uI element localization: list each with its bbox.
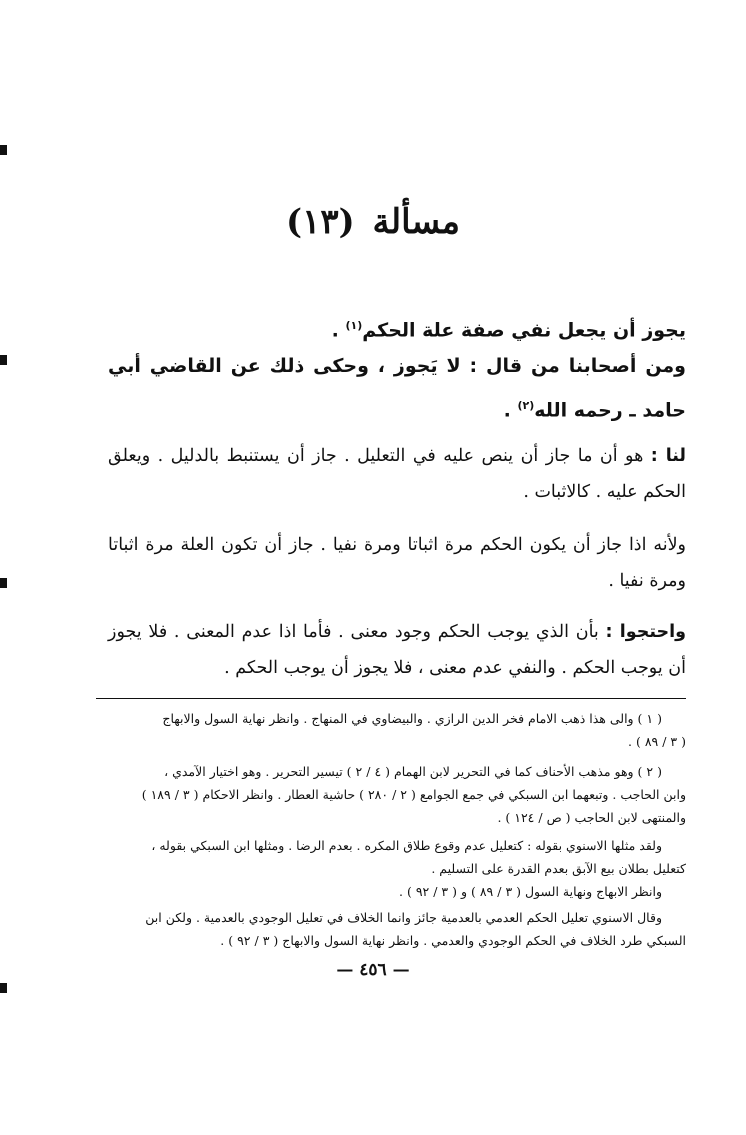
paragraph-end: . [331,319,339,342]
paragraph-text: ومن أصحابنا من قال : لا يَجوز ، وحكى ذلك عن القاضي أبي حامد ـ رحمه الله [108,355,686,422]
footnote-line: وقال الاسنوي تعليل الحكم العدمي بالعدمية جائز وانما الخلاف في تعليل الوجودي بالعدمية . ولكن ابن [145,910,662,925]
paragraph-objection [108,614,686,686]
footnote-2 [96,760,686,829]
footnote-line: ولقد مثلها الاسنوي بقوله : كتعليل عدم وقوع طلاق المكره . بعدم الرضا . ومثلها ابن السبكي بقوله ، [151,838,662,853]
edge-mark [0,983,7,993]
paragraph-text: بأن الذي يوجب الحكم وجود معنى . فأما اذا عدم المعنى . فلا يجوز أن يوجب الحكم . والنفي عدم معنى ، فلا يجوز أن يوجب الحكم . [108,622,686,678]
footnote-line: وابن الحاجب . وتبعهما ابن السبكي في جمع الجوامع ( ٢ / ٢٨٠ ) حاشية العطار . وانظر الاحكام ( ٣ / ١٨٩ ) [141,787,686,802]
edge-mark [0,355,7,365]
paragraph-text: يجوز أن يجعل نفي صفة علة الحكم [362,319,686,342]
paragraph-argument-2 [108,527,686,599]
footnote-ref: (١) [345,319,363,332]
footnote-line: السبكي طرد الخلاف في الحكم الوجودي والعدمي . وانظر نهاية السول والابهاج ( ٣ / ٩٢ ) . [220,933,686,948]
edge-mark [0,145,7,155]
footnote-divider [96,698,686,699]
footnote-2-note [96,906,686,952]
footnote-line: كتعليل بطلان بيع الآبق بعدم القدرة على التسليم . [431,861,686,876]
footnote-1 [96,707,686,753]
footnote-line: ( ١ ) والى هذا ذهب الامام فخر الدين الرازي . والبيضاوي في المنهاج . وانظر نهاية السول والابهاج [162,711,662,726]
footnote-line: وانظر الابهاج ونهاية السول ( ٣ / ٨٩ ) و ( ٣ / ٩٢ ) . [399,884,662,899]
footnote-line: ( ٢ ) وهو مذهب الأحناف كما في التحرير لابن الهمام ( ٤ / ٢ ) تيسير التحرير . وهو اختيار الآمدي ، [164,764,662,779]
footnote-ref: (٢) [517,399,535,412]
paragraph-text: هو أن ما جاز أن ينص عليه في التعليل . جاز أن يستنبط بالدليل . ويعلق الحكم عليه . كالاثبات . [108,446,686,502]
page-number: — ٤٥٦ — [336,960,410,980]
edge-mark [0,578,7,588]
paragraph-lead: لنا : [650,446,686,466]
heading-number: (١٣) [285,202,355,242]
paragraph-end: . [503,399,511,422]
paragraph-argument-1 [108,438,686,510]
paragraph-lead: واحتجوا : [605,622,686,642]
heading-word: مسألة [372,202,461,242]
paragraph-opposing-view [108,346,686,430]
section-heading [0,197,746,247]
paragraph-claim [108,306,686,350]
footnote-line: ( ٣ / ٨٩ ) . [628,734,686,749]
paragraph-text: ولأنه اذا جاز أن يكون الحكم مرة اثباتا ومرة نفيا . جاز أن تكون العلة مرة اثباتا ومرة نفيا . [108,535,686,591]
footnote-line: والمنتهى لابن الحاجب ( ص / ١٢٤ ) . [497,810,686,825]
footnote-2-continued [96,834,686,903]
